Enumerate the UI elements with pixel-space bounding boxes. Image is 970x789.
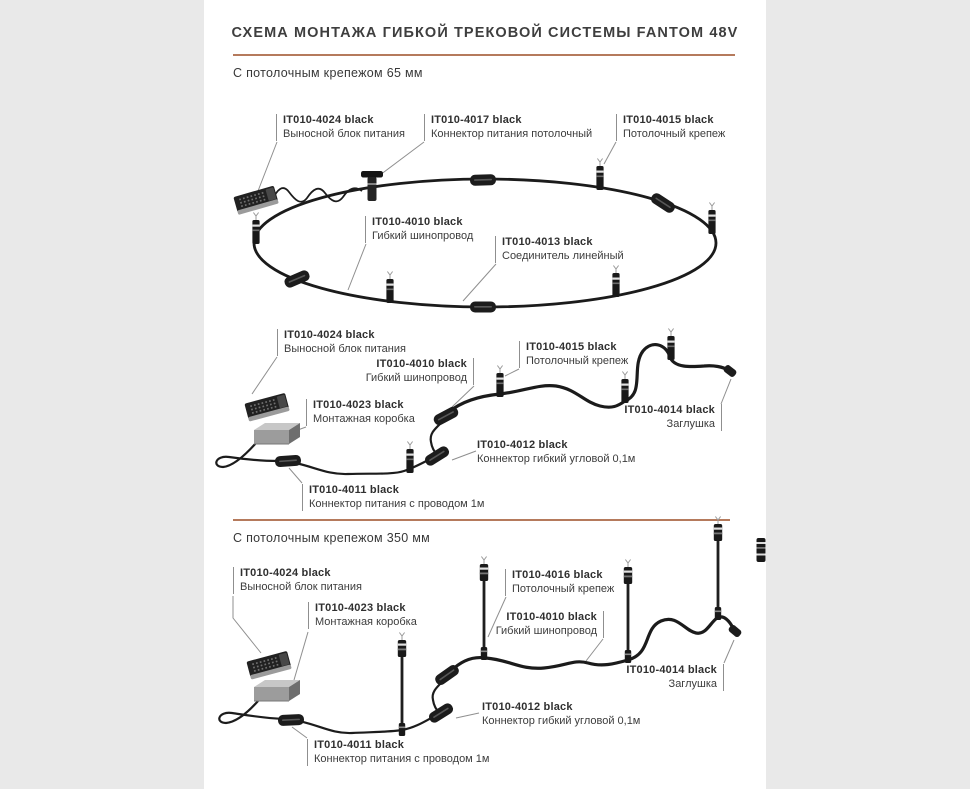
part-description: Потолочный крепеж [512,582,615,595]
linear-connector [649,191,677,214]
page-title: СХЕМА МОНТАЖА ГИБКОЙ ТРЕКОВОЙ СИСТЕМЫ FANTOM 48V [231,25,739,41]
part-description: Коннектор питания с проводом 1м [309,497,485,510]
part-description: Гибкий шинопровод [365,371,467,384]
label-mounting-box [308,602,417,629]
linear-connector [283,269,311,289]
ceiling-mount-65 [406,442,413,474]
part-number: IT010-4014 black [626,664,717,676]
ceiling-mount-65 [386,272,393,304]
part-number: IT010-4010 black [376,358,467,370]
section-heading-350mm: С потолочным крепежом 350 мм [233,531,431,545]
corner-connector [427,701,455,724]
track-end-connector [432,405,460,427]
label-power-connector [302,484,484,511]
part-number: IT010-4012 black [477,439,568,451]
label-power-supply [277,329,406,356]
part-number: IT010-4013 black [502,236,593,248]
part-description: Выносной блок питания [240,580,362,593]
label-power-supply [233,567,362,594]
ceiling-mount-65 [621,372,628,404]
label-linear-connector [495,236,624,263]
part-description: Выносной блок питания [283,127,405,140]
part-description: Коннектор питания потолочный [431,127,593,140]
part-description: Гибкий шинопровод [372,229,474,242]
label-ceiling-mount [616,114,725,141]
part-number: IT010-4010 black [372,216,463,228]
part-description: Гибкий шинопровод [495,624,597,637]
part-description: Соединитель линейный [502,249,624,262]
power-cord [216,443,434,474]
end-cap [727,624,742,638]
power-connector-1m [278,714,305,726]
label-corner-connector [477,439,635,466]
part-description: Заглушка [668,677,717,690]
diagram-ring-65 [233,159,716,313]
part-number: IT010-4024 black [283,114,374,126]
ceiling-mount-65 [496,366,503,398]
part-description: Монтажная коробка [315,615,417,628]
ceiling-mount-350 [480,557,488,661]
mounting-box [254,423,300,444]
part-number: IT010-4012 black [482,701,573,713]
part-number: IT010-4015 black [623,114,714,126]
power-connector-1m [275,455,302,468]
part-number: IT010-4024 black [284,329,375,341]
label-ceiling-mount [519,341,628,368]
ceiling-mount-65 [708,203,715,235]
part-number: IT010-4011 black [314,739,405,751]
part-description: Потолочный крепеж [526,354,629,367]
part-number: IT010-4017 black [431,114,522,126]
part-number: IT010-4024 black [240,567,331,579]
ceiling-mount-350 [624,560,632,664]
track-end-connector [433,663,461,687]
label-power-connector [307,739,489,766]
linear-connector [470,174,496,186]
label-ceiling-mount [505,569,614,596]
part-number: IT010-4011 black [309,484,400,496]
part-description: Коннектор питания с проводом 1м [314,752,490,765]
part-number: IT010-4016 black [512,569,603,581]
part-number: IT010-4010 black [506,611,597,623]
end-cap [722,364,737,378]
part-description: Монтажная коробка [313,412,415,425]
label-ceiling-power-connector [424,114,592,141]
power-supply-unit [233,186,278,215]
label-power-supply [276,114,405,141]
label-flexible-track [365,216,473,243]
mounting-box [254,680,300,701]
corner-connector [423,444,451,467]
part-number: IT010-4014 black [624,404,715,416]
part-number: IT010-4015 black [526,341,617,353]
power-supply-unit [246,651,291,680]
label-corner-connector [482,701,640,728]
part-description: Заглушка [666,417,715,430]
label-end-cap [626,664,724,691]
ceiling-mount-65 [596,159,603,191]
ceiling-mount-350 [398,633,406,737]
ceiling-mount-65 [612,266,619,298]
part-description: Выносной блок питания [284,342,406,355]
part-number: IT010-4023 black [315,602,406,614]
section-heading-65mm: С потолочным крепежом 65 мм [233,66,423,80]
part-description: Коннектор гибкий угловой 0,1м [482,714,641,727]
linear-connector [470,302,496,313]
label-mounting-box [306,399,415,426]
power-supply-unit [244,393,289,422]
part-number: IT010-4023 black [313,399,404,411]
ceiling-mount-65 [667,329,674,361]
part-description: Коннектор гибкий угловой 0,1м [477,452,636,465]
loose-mount-part [757,538,766,562]
flexible-track-ring [254,179,716,307]
label-flexible-track [366,358,474,385]
ceiling-mount-350 [714,517,722,621]
part-description: Потолочный крепеж [623,127,726,140]
label-end-cap [624,404,722,431]
ceiling-mount-65 [252,213,259,245]
label-flexible-track [496,611,604,638]
